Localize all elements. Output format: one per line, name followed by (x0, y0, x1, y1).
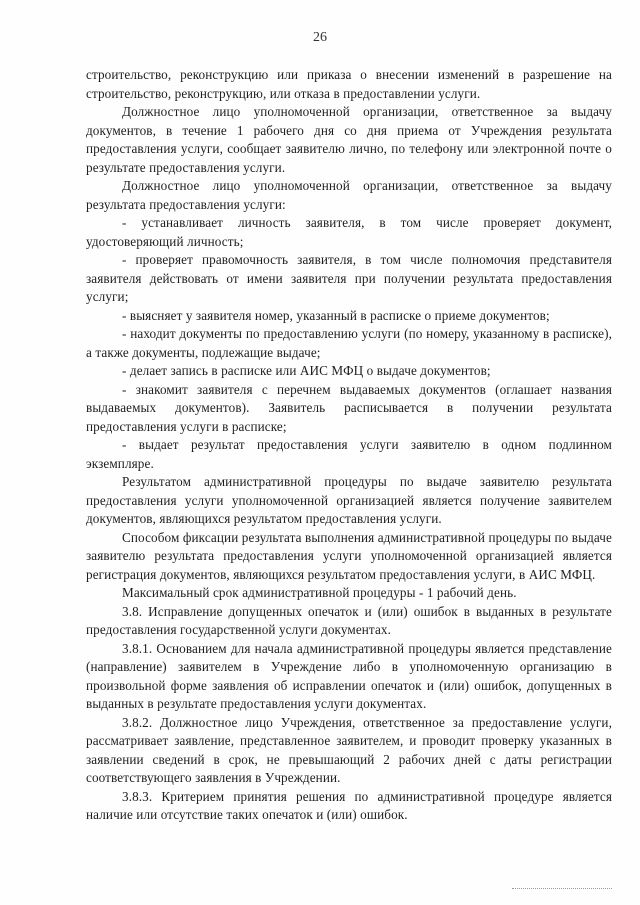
paragraph: - проверяет правомочность заявителя, в том числе полномочия представителя заявителя действовать от имени заявителя при получении результата предоставления услуги; (86, 252, 612, 304)
paragraph: Должностное лицо уполномоченной организации, ответственное за выдачу результата предоставления услуги: (86, 178, 612, 212)
paragraph: - делает запись в расписке или АИС МФЦ о выдаче документов; (122, 363, 491, 378)
paragraph: - выясняет у заявителя номер, указанный в расписке о приеме документов; (122, 307, 550, 323)
paragraph: Максимальный срок административной процедуры - 1 рабочий день. (122, 585, 517, 600)
paragraph: 3.8.3. Критерием принятия решения по административной процедуре является наличие или отсутствие таких опечаток и (или) ошибок. (86, 788, 612, 822)
paragraph: - выдает результат предоставления услуги заявителю в одном подлинном экземпляре. (86, 437, 612, 471)
paragraph: - устанавливает личность заявителя, в том числе проверяет документ, удостоверяющий личность; (86, 215, 612, 249)
paragraph: 3.8. Исправление допущенных опечаток и (или) ошибок в выданных в результате предоставления государственной услуги документах. (86, 603, 612, 637)
paragraph: строительство, реконструкцию или приказа о внесении изменений в разрешение на строительство, реконструкцию, или отказа в предоставлении услуги. (86, 67, 612, 101)
paragraph: 3.8.2. Должностное лицо Учреждения, ответственное за предоставление услуги, рассматривает заявление, представленное заявителем, и проводит проверку указанных в заявлении сведений в срок, не превышающий 2 рабочих дней с даты регистрации соответствующего заявления в Учреждении. (86, 714, 612, 785)
paragraph: - знакомит заявителя с перечнем выдаваемых документов (оглашает названия выдаваемых документов). Заявитель расписывается в получении результата предоставления услуги в расписке; (86, 381, 612, 434)
paragraph: 3.8.1. Основанием для начала административной процедуры является представление (направление) заявителем в Учреждение либо в уполномоченную организацию в произвольной форме заявления об исправлении опечаток и (или) ошибок, допущенных в выданных в результате предоставления услуги документах. (86, 640, 612, 711)
paragraph: Результатом административной процедуры по выдаче заявителю результата предоставления услуги уполномоченной организацией является получение заявителем документов, являющихся результатом предоставления услуги. (86, 474, 612, 526)
paragraph: - находит документы по предоставлению услуги (по номеру, указанному в расписке), а также документы, подлежащие выдаче; (86, 326, 612, 360)
paragraph: Способом фиксации результата выполнения административной процедуры по выдаче заявителю результата предоставления услуги уполномоченной организацией является регистрация документов, являющихся результатом предоставления услуги, в АИС МФЦ. (86, 529, 612, 582)
paragraph: Должностное лицо уполномоченной организации, ответственное за выдачу документов, в течение 1 рабочего дня со дня приема от Учреждения результата предоставления услуги, сообщает заявителю лично, по телефону или электронной почте о результате предоставления услуги. (86, 104, 612, 175)
document-body (86, 66, 612, 825)
page-number: 26 (313, 30, 327, 45)
footer-divider (512, 888, 612, 889)
